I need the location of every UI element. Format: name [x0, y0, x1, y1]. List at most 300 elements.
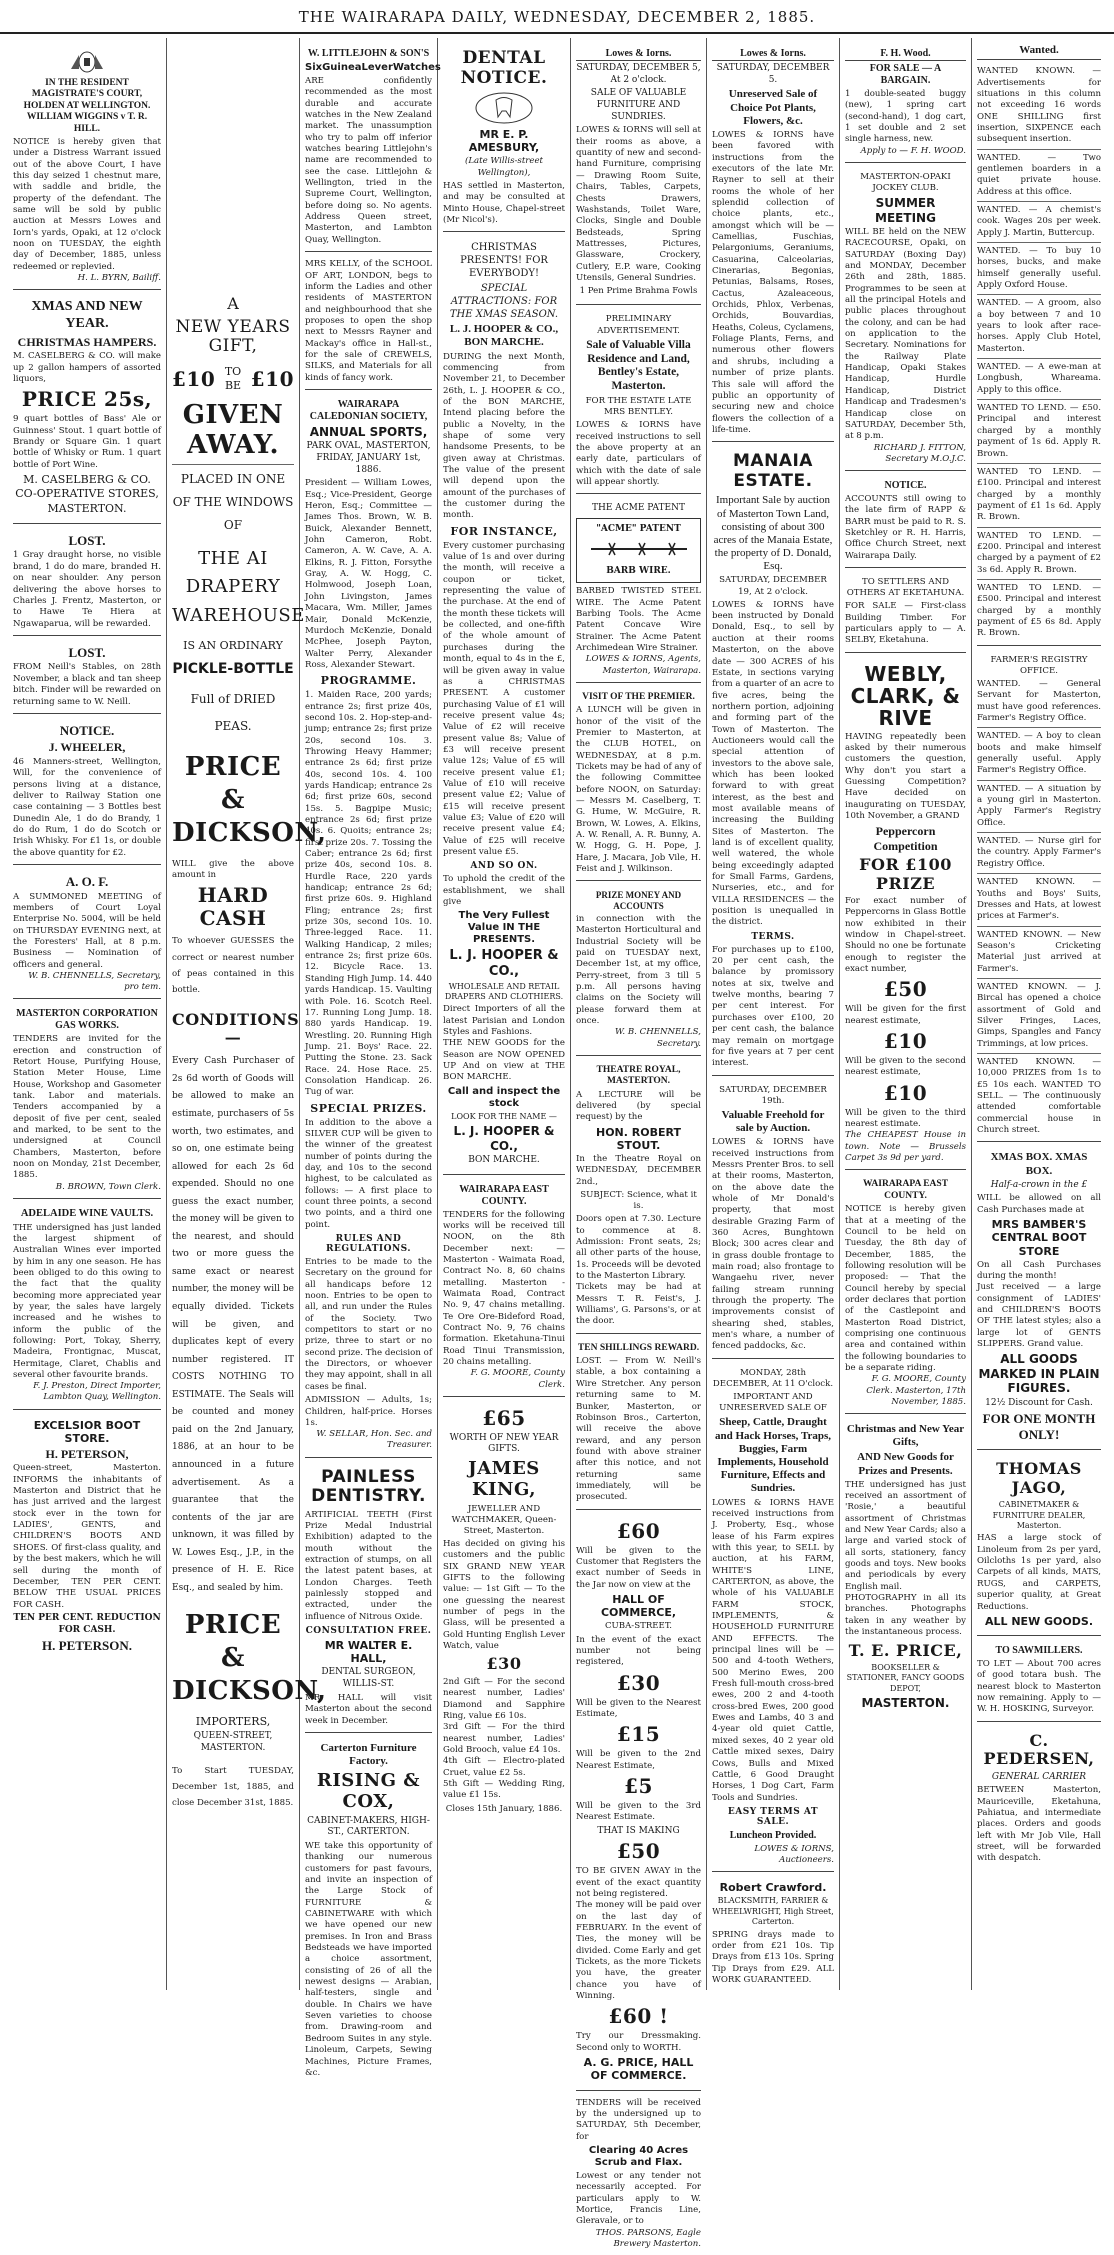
- jago-body: HAS a large stock of Linoleum from 2s per yard, Oilcloths 1s per yard, also Carpets of all kinds, MATS, RUGS, and CARPETS, superior quality, at Great Reductions.: [977, 1533, 1101, 1612]
- county-body: TENDERS for the following works will be received till NOON, on the 8th December next: — Masterton - Waimata Road, Contract No. 8, 60 chains metalling. Masterton - Waimata Road, Contract No. 9, 47 chains metalling. Te Ore Ore-Bideford Road, Contract No. 9, 76 chains formation. Eketahuna-Tinui Road Tinui Transmission, 20 chains metalling.: [443, 1209, 565, 1368]
- stout-lecture-ad: [576, 1059, 701, 1334]
- conditions-heading: CONDITIONS—: [172, 1009, 300, 1047]
- new-goods-heading: AND New Goods for Prizes and Presents.: [857, 1451, 954, 1477]
- theatre-royal: THEATRE ROYAL, MASTERTON.: [596, 1064, 681, 1087]
- wanted-item: WANTED TO LEND. — £100. Principal and interest charged by a monthly payment of £1 1s 6d. Apply R. Brown.: [977, 466, 1101, 523]
- consultation-free: CONSULTATION FREE.: [305, 1626, 432, 1637]
- king-worth: WORTH OF NEW YEAR GIFTS.: [449, 1432, 559, 1455]
- lecture-tickets: Tickets may be had at Messrs T. R. Feist's, J. Williams', G. Parsons's, or at the door.: [576, 1282, 701, 1327]
- stock-sale-ad: [712, 1362, 834, 1872]
- court-body: NOTICE is hereby given that under a Distress Warrant issued out of the above Court, I have this day seized 1 chestnut mare, with saddle and bridle, the property of the defendant. The same will be sold by public auction at Messrs Lowes and Iorn's yards, Opaki, at 12 o'clock noon on TUESDAY, the eighth day of December, 1885, unless redeemed or replevied.: [13, 136, 161, 272]
- uphold-text: To uphold the credit of the establishment, we shall give: [443, 874, 565, 908]
- bentley-heading: Sale of Valuable Villa Residence and Land, Bentley's Estate, Masterton.: [586, 338, 691, 393]
- registry-item: WANTED. — Nurse girl for the country. Apply Farmer's Registry Office.: [977, 836, 1101, 869]
- county-heading: WAIRARAPA EAST COUNTY.: [459, 1183, 549, 1207]
- guess-text: To whoever GUESSES the correct or nearest number of peas contained in this bottle.: [172, 936, 294, 996]
- wine-body: THE undersigned has just landed the largest shipment of Australian Wines ever imported by him in any one season. He has been obliged to do this owing to the fact that the quality becoming more appreciated year by year, the sales have largely increased and he wishes to inform the public of the following: Port, Tokay, Sherry, Madeira, Frontignac, Muscat, Hermitage, Claret, Chablis and several other favourite brands.: [13, 1222, 161, 1380]
- gift-to-be: TO BE: [224, 364, 242, 393]
- barb-wire-icon: [589, 538, 689, 560]
- accounts-heading: NOTICE.: [884, 479, 927, 491]
- one-month: FOR ONE MONTH ONLY!: [982, 1411, 1096, 1442]
- premier-body: A LUNCH will be given in honor of the visit of the Premier to Masterton, at the CLUB HOTEL, on WEDNESDAY, at 8 p.m. Tickets may be had of any of the following Committee before NOON, on Saturday: — Messrs M. Caselberg, T. G. Hume, W. McGuire, R. Brown, W. Lowes, A. Elkins, A. W. Renall, A. R. Bunny, A. W. Hogg, G. H. Pope, J. Hare, J. Macara, Job Vile, H. Feist and J. Wilkinson.: [576, 705, 701, 875]
- peppercorn: Peppercorn Competition: [873, 824, 938, 853]
- bentley-body: LOWES & IORNS have received instructions to sell the above property at an early date, particulars of which with the date of sale will appear shortly.: [576, 420, 701, 488]
- reward-heading: TEN SHILLINGS REWARD.: [577, 1342, 700, 1353]
- bargain-heading: FOR SALE — A BARGAIN.: [869, 63, 942, 86]
- summer-meeting: SUMMER MEETING: [875, 196, 936, 225]
- manaia-date: SATURDAY, DECEMBER 19, At 2 o'clock.: [719, 575, 827, 597]
- special-prizes-body: In addition to the above a SILVER CUP will be given to the winner of the greatest number of points during the day, and 10s to the second highest, to be calculated as follows: — A first place to count three points, a second two points, and a third one point.: [305, 1117, 432, 1230]
- easy-terms: EASY TERMS AT SALE.: [727, 1806, 819, 1827]
- column-7: [840, 38, 972, 1990]
- fitton-signature: RICHARD J. FITTON, Secretary M.O.J.C.: [873, 442, 966, 464]
- manaia-long: LOWES & IORNS have been instructed by Donald Donald, Esq., to sell by auction at their rooms Masterton, on the above date — 300 ACRES of his Estate, in sections varying from a quarter of an acre to five acres, being the northern portion, adjoining and forming part of the Town of Masterton. The Auctioneers would call the special attention of investors to the above sale, which has been looked forward to with great interest, as the best and most available means of increasing the Building Sites of Masterton. The land is of excellent quality, well watered, the whole being exceedingly adapted for Small Farms, Gardens, Nurseries, etc., and for VILLA RESIDENCES — the position is unequalled in the district.: [712, 599, 834, 928]
- wood-bargain-ad: [845, 42, 966, 163]
- dickson-name-2: DICKSON,: [172, 1676, 327, 1707]
- gift-intro: A: [227, 294, 239, 313]
- terms-body: For purchases up to £100, 20 per cent cash, the balance by promissory notes at six, twelve and twelve months, bearing 7 per cent interest. For purchases over £100, 20 per cent cash, the balance may remain on mortgage for five years at 7 per cent interest.: [712, 944, 834, 1069]
- price-amp-2: &: [221, 1643, 245, 1674]
- early-text: The money will be paid over on the last day of FEBRUARY. In the event of Ties, the money will be divided. Come Early and get Tickets, as the more Tickets you have, the greater chance you have of Winning.: [576, 1900, 701, 2002]
- wood-heading: F. H. Wood.: [845, 48, 966, 61]
- sawmillers-ad: [977, 1639, 1101, 1722]
- wanted-item: WANTED. — Two gentlemen boarders in a quiet private house. Address at this office.: [977, 152, 1101, 197]
- p60-repeat: £60 !: [608, 2004, 669, 2029]
- plants-body: LOWES & IORNS have been favored with instructions from the executors of the late Mr. Rayner to sell at their rooms the whole of her splendid collection of choice plants, etc., amongst which will be — Camellias, Fuschias, Pelargoniums, Geraniums, Casuarina, Calceolarias, Cinerarias, Begonias, Petunias, Balsams, Roses, Cactus, Azaleaceous, Orchids, Phlox, Verbenas, Orchids, Bouvardias, Heaths, Coleus, Cyclamens, Foliage Plants, Ferns, and numerous other flowers and shrubs, including a number of prize plants. This sale will afford the public an opportunity of securing new and choice flowers the collection of a life-time.: [712, 129, 834, 435]
- fullest-value: The Very Fullest Value IN THE PRESENTS.: [458, 910, 550, 946]
- for-instance: FOR INSTANCE,: [450, 524, 558, 538]
- acme-mark: "ACME" PATENT: [596, 524, 681, 535]
- column-2: [167, 38, 327, 1990]
- registry-heading: FARMER'S REGISTRY OFFICE.: [990, 654, 1088, 676]
- sports-secretary: W. SELLAR, Hon. Sec. and Treasurer.: [316, 1429, 432, 1451]
- price-name: PRICE: [184, 751, 282, 782]
- gift-title: NEW YEARS GIFT,: [175, 316, 291, 357]
- wanted-item: WANTED KNOWN. — Advertisements for situations in this column not exceeding 16 words ONE SHILLING first insertion, SIXPENCE each subsequent insertion.: [977, 66, 1101, 145]
- furniture-factory-ad: [305, 1736, 432, 2084]
- lost2-body: FROM Neill's Stables, on 28th November, a black and tan sheep bitch. Finder will be rewarded on returning same to W. Neill.: [13, 662, 161, 707]
- clearing-heading: Clearing 40 Acres Scrub and Flax.: [588, 2144, 689, 2168]
- dried-peas: Full of DRIED PEAS.: [190, 692, 276, 733]
- settlers-ad: [845, 571, 966, 653]
- dentistry-ad: [305, 1461, 432, 1733]
- money-body: in connection with the Masterton Horticultural and Industrial Society will be paid on TUESDAY next, December 1st, at my office, Perry-street, from 3 till 5 p.m. All persons having claims on the Society will please forward them at once.: [576, 913, 701, 1027]
- wheeler-notice: [13, 717, 161, 865]
- lost2-heading: LOST.: [68, 644, 106, 660]
- walter-hall-visit: MR HALL will visit Masterton about the second week in December.: [305, 1692, 432, 1726]
- premier-heading: VISIT OF THE PREMIER.: [582, 691, 695, 702]
- xmas-price: PRICE 25s,: [21, 387, 153, 412]
- king-closes: Closes 15th January, 1886.: [445, 1803, 563, 1814]
- gas-heading: MASTERTON CORPORATION GAS WORKS.: [16, 1008, 158, 1032]
- court-heading: IN THE RESIDENT MAGISTRATE'S COURT, HOLDEN AT WELLINGTON. WILLIAM WIGGINS v T. R. HILL.: [23, 78, 151, 134]
- pot-plants-ad: [712, 42, 834, 442]
- bamber-boot-ad: [977, 1145, 1101, 1450]
- column-3: [300, 38, 441, 2078]
- wine-signature: F. J. Preston, Direct Importer, Lambton Quay, Wellington.: [33, 1381, 161, 1403]
- littlejohn-body: ARE confidently recommended as the most durable and accurate watches in the New Zealand market. The unassumption who try to palm off inferior watches bearing Littlejohn's name are recommended to see the case. Littlejohn & Wellington, tried in the Supreme Court, Wellington, before doing so. No agents. Address Queen street, Masterton, and Lambton Quay, Wellington.: [305, 76, 432, 245]
- wheeler-body: 46 Manners-street, Wellington, Will, for the convenience of persons living at a distance, deliver to Railway Station one case containing — 3 Bottles best Dunedin Ale, 1 do do Brandy, 1 do do Rum, 1 do do Scotch or Irish Whisky. For £1 1s, or double the above quantity for £2.: [13, 756, 161, 858]
- cheapest-house: The CHEAPEST House in town. Note — Brussels Carpet 3s 9d per yard.: [845, 1130, 966, 1164]
- that-is-making: THAT IS MAKING: [597, 1825, 680, 1836]
- sawmillers-body: TO LET — About 700 acres of good totara bush. The nearest block to Masterton now remaining. Apply to — W. H. HOSKING, Surveyor.: [977, 1659, 1101, 1715]
- wine-heading: ADELAIDE WINE VAULTS.: [20, 1207, 154, 1219]
- bentley-sub: FOR THE ESTATE LATE MRS BENTLEY.: [585, 395, 692, 418]
- queen-street: QUEEN-STREET, MASTERTON.: [193, 1731, 273, 1753]
- crawford-body: SPRING drays made to order from £21 10s. Tip Drays from £13 10s. Spring Tip Drays from £29. ALL WORK GUARANTEED.: [712, 1929, 834, 1985]
- wanted-heading: Wanted.: [977, 44, 1101, 60]
- kelly-body: MRS KELLY, of the SCHOOL OF ART, LONDON, begs to inform the Ladies and other residents of MASTERTON and neighbourhood that she proposes to open the shop next to Messrs Rayner and Mackay's office in Hall-st., for the sale of CREWELS, SILKS, and Materials for all kinds of fancy work.: [305, 259, 432, 383]
- king-gift1: £30: [486, 1654, 522, 1674]
- registry-item: WANTED KNOWN. — Youths and Boys' Suits, Dresses and Hats, at lowest prices at Farmer's.: [977, 877, 1101, 922]
- boot-store-ad: [13, 1413, 161, 1661]
- te-price-town: MASTERTON.: [861, 1696, 950, 1711]
- lost1-heading: LOST.: [68, 532, 106, 548]
- christmas-presents: CHRISTMAS PRESENTS! FOR EVERYBODY!: [460, 242, 548, 280]
- walter-hall-sub: DENTAL SURGEON, WILLIS-ST.: [321, 1667, 416, 1690]
- hall-of-commerce-ad: [576, 1513, 701, 2091]
- registry-item: WANTED KNOWN. — 10,000 PRIZES from 1s to £5 10s each. WANTED TO SELL. — The continuously attended comfortable commercial house in Church street.: [977, 1056, 1101, 1136]
- king-total: £65: [482, 1405, 526, 1430]
- pedersen-sub: GENERAL CARRIER: [991, 1771, 1087, 1782]
- column-5: [571, 38, 707, 2249]
- wanted-item: WANTED. — A chemist's cook. Wages 20s per week. Apply J. Martin, Buttercup.: [977, 204, 1101, 238]
- jago-ad: [977, 1453, 1101, 1636]
- sports-title: ANNUAL SPORTS,: [309, 424, 428, 439]
- hooper-sub: WHOLESALE AND RETAIL DRAPERS AND CLOTHIERS.: [444, 981, 564, 1001]
- king-gift3: 3rd Gift — For the third nearest number, Ladies' Gold Brooch, value £4 10s.: [443, 1722, 565, 1755]
- gift-amount-row: [172, 363, 294, 396]
- hooper-name-2: L. J. HOOPER & CO.,: [449, 948, 559, 979]
- court-signature: H. L. BYRN, Bailiff.: [77, 273, 161, 284]
- wheeler-name: J. WHEELER,: [48, 740, 126, 755]
- sheep-body: LOWES & IORNS HAVE received instructions from J. Proberty, Esq., whose lease of his Farm expires with this year, to SELL by auction, at his FARM, WHITE'S LINE, CARTERTON, as above, the whole of his VALUABLE FARM STOCK, IMPLEMENTS, & HOUSEHOLD FURNITURE AND EFFECTS. The principal lines will be — 500 and 4-tooth Wethers, 500 Merino Ewes, 200 Fresh full-mouth cross-bred ewes, 200 2 and 4-tooth cross-bred Ewes, 200 good Ewes and Lambs, 40 3 and 4-year old quiet Cattle, mixed sexes, 40 2 year old Cattle mixed sexes, Dairy Cows, Bulls and Mixed Cattle, 6 Good Draught Horses, 1 Dog Cart, Farm Tools and Sundries.: [712, 1497, 834, 1803]
- divider: [172, 464, 294, 465]
- p30-text: Will be given to the Nearest Estimate,: [576, 1697, 701, 1719]
- registry-item: WANTED. — A situation by a young girl in Masterton. Apply Farmer's Registry Office.: [977, 783, 1101, 828]
- settlers-body: FOR SALE — First-class Building Timber. For particulars apply to — A. SELBY, Eketahuna.: [845, 601, 966, 646]
- placed-text: PLACED IN ONE OF THE WINDOWS OF: [172, 472, 294, 532]
- new-goods-body: THE undersigned has just received an assortment of 'Rosie,' a beautiful assortment of Christmas and New Year Cards; also a large and varied stock of all sorts, stationery, fancy goods and toys. New books and periodicals by every English mail.: [845, 1479, 966, 1592]
- crawford-name: Robert Crawford.: [719, 1881, 827, 1895]
- aof-notice: [13, 868, 161, 999]
- east-county-signature: F. G. MOORE, County Clerk. Masterton, 17th November, 1885.: [866, 1374, 966, 1407]
- p5-text: Will be given to the 3rd Nearest Estimate.: [576, 1800, 701, 1823]
- programme-heading: PROGRAMME.: [320, 674, 417, 688]
- bargain-apply: Apply to — F. H. WOOD.: [860, 145, 966, 156]
- caledonian-sports-ad: [305, 393, 432, 1458]
- instance-body: Every customer purchasing value of 1s and over during the month, will receive a coupon or ticket, representing the value of the purchase. At the end of the month these tickets will be collected, and one-fifth of the whole amount of purchases during the month, equal to 4s in the £, will be given away in value as a CHRISTMAS PRESENT. A customer purchasing Value of £1 will receive present value 4s; Value of £2 will receive present value 8s; Value of £3 will receive present value 12s; Value of £5 will receive present value £1; Value of £10 will receive present value £2; Value of £15 will receive present value £3; Value of £20 will receive present value £4; Value of £25 will receive present value £5.: [443, 540, 565, 857]
- tooth-icon: [443, 91, 565, 125]
- p50-text: TO BE GIVEN AWAY in the event of the exact quantity not being registered.: [576, 1866, 701, 1899]
- xmas-items: 9 quart bottles of Bass' Ale or Guinness' Stout. 1 quart bottle of Brandy or Square Gin. 1 quart bottle of Whisky or Rum. 1 quart bottle of Port Wine.: [13, 414, 161, 470]
- hooper-name: L. J. HOOPER & CO., BON MARCHE.: [449, 323, 559, 349]
- king-gift4: 4th Gift — Electro-plated Cruet, value £2 5s.: [443, 1756, 565, 1778]
- sports-place: PARK OVAL, MASTERTON, FRIDAY, JANUARY 1st, 1886.: [306, 441, 431, 475]
- p15-text: Will be given to the 2nd Nearest Estimate,: [576, 1749, 701, 1771]
- cuba-street: CUBA-STREET.: [604, 1621, 673, 1632]
- newspaper-columns: [8, 38, 1106, 2249]
- king-gift5: 5th Gift — Wedding Ring, value £1 15s.: [443, 1778, 565, 1801]
- hooper-name-3: L. J. HOOPER & CO.,: [453, 1124, 555, 1153]
- p5: £5: [624, 1773, 653, 1798]
- terms-heading: TERMS.: [751, 931, 795, 942]
- look-for-name: LOOK FOR THE NAME —: [451, 1111, 557, 1121]
- registry-item: WANTED KNOWN. — J. Bircal has opened a choice assortment of Gold and Silver Fringes, Laces, Gimps, Spangles and Fancy Trimmings, at low prices.: [977, 981, 1101, 1049]
- pickle-bottle: PICKLE-BOTTLE: [172, 661, 294, 678]
- pedersen-name: C. PEDERSEN,: [983, 1730, 1095, 1769]
- bentley-estate-ad: [576, 308, 701, 494]
- dental-notice-heading: DENTAL NOTICE.: [460, 48, 548, 88]
- pepper-p10-text: Will be given to the second nearest estimate,: [845, 1056, 966, 1078]
- newspaper-title: THE WAIRARAPA DAILY, WEDNESDAY, DECEMBER 2, 1885.: [298, 8, 816, 26]
- pepper-p10b-text: Will be given to the third nearest estimate.: [845, 1107, 966, 1130]
- price-amp: &: [221, 784, 245, 815]
- amesbury-name: MR E. P. AMESBURY,: [468, 128, 540, 155]
- boot-reduction: TEN PER CENT. REDUCTION FOR CASH.: [13, 1612, 161, 1635]
- gas-works-tender: [13, 1002, 161, 1199]
- east-county-heading: WAIRARAPA EAST COUNTY.: [862, 1179, 949, 1201]
- king-body: Has decided on giving his customers and the public SIX GRAND NEW YEAR GIFTS to the following value: — 1st Gift — To the one guessing the nearest number of pegs in the Glass, will be presented a Gold Hunting English Lever Watch, value: [443, 1539, 565, 1652]
- wanted-item: WANTED TO LEND. — £500. Principal and interest charged by a monthly payment of £5 6s 8d. Apply R. Brown.: [977, 582, 1101, 639]
- premier-visit-ad: [576, 686, 701, 882]
- james-king-ad: [443, 1400, 565, 1822]
- wanted-item: WANTED TO LEND. — £50. Principal and interest charged by a monthly payment of 1s 6d. Apply R. Brown.: [977, 403, 1101, 459]
- littlejohn-name: W. LITTLEJOHN & SON'S: [307, 48, 430, 59]
- column-2-spacer: [172, 42, 294, 292]
- rules-heading: RULES AND REGULATIONS.: [326, 1234, 411, 1255]
- p60-text: Will be given to the Customer that Registers the exact number of Seeds in the Jar now on view at the: [576, 1545, 701, 1590]
- wanted-item: WANTED. — A groom, also a boy between 7 and 10 years to look after race-horses. Apply Club Hotel, Masterton.: [977, 298, 1101, 354]
- jago-name: THOMAS JAGO,: [996, 1459, 1082, 1497]
- lowes-heading-2: Lowes & Iorns.: [712, 48, 834, 61]
- amesbury-sub: (Late Willis-street Wellington),: [464, 156, 544, 178]
- painless-dentistry: PAINLESS DENTISTRY.: [311, 1466, 426, 1507]
- p50: £50: [616, 1839, 661, 1864]
- column-6: [707, 38, 840, 1990]
- wanted-item: WANTED. — A ewe-man at Longbush, Whareama. Apply to this office.: [977, 362, 1101, 395]
- prize-money-ad: [576, 884, 701, 1055]
- unreserved-text: IMPORTANT AND UNRESERVED SALE OF: [719, 1392, 827, 1414]
- amesbury-body: HAS settled in Masterton, and may be consulted at Minto House, Chapel-street (Mr Nicol's).: [443, 180, 565, 225]
- rising-cox-body: WE take this opportunity of thanking our numerous customers for past favours, and invite an inspection of the Large Stock of FURNITURE & CABINETWARE with which we have opened our new premises. In Iron and Brass Bedsteads we have imported a choice assortment, consisting of 26 of all the newest designs — Arabian, half-testers, single and double. In Chairs we have Seven varieties to choose from. Drawing-room and Bedroom Suites in any style. Linoleum, Carpets, Sewing Machines, Picture Frames, &c.: [305, 1840, 432, 2078]
- webly-clark-ad: [845, 656, 966, 1171]
- manaia-estate-ad: [712, 445, 834, 1075]
- stock-date: MONDAY, 28th DECEMBER, At 11 O'clock.: [712, 1367, 834, 1389]
- sports-patrons: President — William Lowes, Esq.; Vice-President, George Heron, Esq.; Committee — James Thos. Brown, W. B. Buick, Alexander Bennett, John Cameron, Robt. Cameron, A. W. Cave, A. A. Elkins, R. J. Fitton, Forsythe Gray, A. W. Hogg, C. Holmwood, Joseph Loan, John Livingston, James Macara, Wm. Miller, James Mair, Donald McKenzie, Murdoch McKenzie, Donald McPhee, Joseph Payton, Walter Perry, Alexander Ross, Alexander Stewart.: [305, 478, 432, 670]
- freehold-body: LOWES & IORNS have received instructions from Messrs Prenter Bros. to sell at their rooms, Masterton, on the above date the whole of Mr Donald's property, that most desirable Grazing Farm of 360 Acres, Bunghtown Block; 300 acres clear and in grass double frontage to main road; also frontage to Wangaehu river, never failing stream running through the property. The improvements consist of shearing shed, stables, men's whare, a number of fenced paddocks, &c.: [712, 1137, 834, 1352]
- lecture-subject: SUBJECT: Science, what it is.: [580, 1189, 697, 1212]
- and-so-on: AND SO ON.: [470, 861, 538, 872]
- james-king: JAMES KING,: [468, 1458, 540, 1500]
- for-100-prize: FOR £100 PRIZE: [859, 855, 952, 893]
- barb-wire: BARB WIRE.: [606, 565, 671, 576]
- pepper-p50-text: Will be given for the first nearest estimate,: [845, 1004, 966, 1026]
- crawford-sub: BLACKSMITH, FARRIER & WHEELWRIGHT, High Street, Carterton.: [712, 1896, 834, 1927]
- notice-heading: NOTICE.: [59, 722, 115, 738]
- pepper-p10: £10: [883, 1029, 928, 1054]
- lecture-doors: Doors open at 7.30. Lecture to commence at 8. Admission: Front seats, 2s; all other parts of the house, 1s. Proceeds will be devoted to the Masterton Library.: [576, 1214, 701, 1282]
- littlejohn-title: SixGuineaLeverWatches: [305, 62, 441, 73]
- sports-org: WAIRARAPA CALEDONIAN SOCIETY,: [309, 398, 428, 422]
- programme-body: 1. Maiden Race, 200 yards; entrance 2s; first prize 40s, second 10s. 2. Hop-step-and-jump; entrance 2s; first prize 20s, second 10s. 3. Throwing Heavy Hammer; entrance 2s 6d; first prize 40s, second 10s. 4. 100 yards Handicap; entrance 2s 6d; first prize 60s, second 15s. 5. Bagpipe Music; entrance 2s 6d; first prize 40s. 6. Quoits; entrance 2s; first prize 20s. 7. Tossing the Caber; entrance 2s 6d; first prize 40s, second 10s. 8. Hurdle Race, 220 yards handicap; entrance 2s 6d; first prize 60s. 9. Highland Fling; entrance 2s; first prize 30s, second 10s. 10. Three-legged Race. 11. Walking Handicap, 2 miles; entrance 2s; first prize 60s. 12. Bicycle Race. 13. Standing High Jump. 14. 440 yards Handicap. 15. Vaulting with Pole. 16. Scotch Reel. 17. Running Long Jump. 18. 880 yards Handicap. 19. Wrestling. 20. Running High Jump. 21. Boys' Race. 22. Putting the Stone. 23. Sack Race. 24. Hose Race. 25. Consolation Handicap. 26. Tug of war.: [305, 690, 432, 1098]
- wanted-list: [977, 62, 1101, 645]
- accounts-notice: [845, 474, 966, 568]
- column-1: [8, 38, 167, 1990]
- stout-body: In the Theatre Royal on WEDNESDAY, DECEMBER 2nd.,: [576, 1153, 701, 1187]
- gas-body: TENDERS are invited for the erection and construction of Retort House, Purifying House, Station Meter House, Lime House, Workshop and Gasometer tank. Labor and materials. Tenders accompanied by a deposit of five per cent, sealed and marked, to be sent to the undersigned at Council Chambers, Masterton, before noon on Monday, 21st December, 1885.: [13, 1034, 161, 1181]
- column-4: [438, 38, 571, 1990]
- special-attractions: SPECIAL ATTRACTIONS: FOR THE XMAS SEASON.: [449, 283, 559, 321]
- stock-signature: LOWES & IORNS, Auctioneers.: [754, 1843, 834, 1866]
- furniture-sale-ad: [576, 42, 701, 305]
- special-prizes-heading: SPECIAL PRIZES.: [310, 1101, 427, 1115]
- column-8: [972, 38, 1106, 1990]
- registry-item: WANTED. — A boy to clean boots and make himself generally useful. Apply Farmer's Registry Office.: [977, 731, 1101, 776]
- conditions-body: Every Cash Purchaser of 2s 6d worth of Goods will be allowed to make an estimate, purchasers of 5s worth, two estimates, and so on, one estimate being allowed for each 2s 6d expended. Should no one guess the exact number, the money will be given to the nearest, and should two or more guess the same exact or nearest number, the money will be equally divided. Tickets will be given, and duplicates kept of every number registered. IT COSTS NOTHING TO ESTIMATE. The Seals will be counted and money paid on the 2nd January, 1886, at an hour to be announced in a future advertisement. As a guarantee that the contents of the jar are unknown, it was filled by W. Lowes Esq., J.P., in the presence of H. E. Rice Esq., and sealed by him.: [172, 1056, 294, 1593]
- registry-item: WANTED. — General Servant for Masterton, must have good references. Farmer's Registry Office.: [977, 679, 1101, 724]
- acme-signature: LOWES & IORNS, Agents, Masterton, Wairarapa.: [585, 654, 701, 676]
- ordinary-text: IS AN ORDINARY: [183, 639, 283, 653]
- boot-heading: EXCELSIOR BOOT STORE.: [33, 1418, 141, 1445]
- dressmaking: Try our Dressmaking. Second only to WORTH.: [576, 2031, 701, 2053]
- manaia-heading: MANAIA ESTATE.: [733, 451, 813, 491]
- lowes-heading: Lowes & Iorns.: [576, 48, 701, 61]
- aof-signature: W. B. CHENNELLS, Secretary, pro tem.: [28, 970, 161, 993]
- plants-heading: Unreserved Sale of Choice Pot Plants, Flowers, &c.: [728, 88, 818, 127]
- gas-signature: B. BROWN, Town Clerk.: [55, 1181, 161, 1192]
- xmas-subheading: CHRISTMAS HAMPERS.: [17, 334, 157, 349]
- hall-of-commerce: HALL OF COMMERCE,: [600, 1592, 677, 1620]
- webly-clark-rive: WEBLY, CLARK, & RIVE: [850, 661, 961, 730]
- dental-notice-ad: [443, 42, 565, 232]
- xmas-body: M. CASELBERG & CO. will make up 2 gallon hampers of assorted liquors,: [13, 351, 161, 384]
- freehold-heading: Valuable Freehold for sale by Auction.: [721, 1108, 825, 1135]
- photography: PHOTOGRAPHY in all its branches. Photographs taken in any weather by the instantaneous process.: [845, 1593, 966, 1638]
- pepper-p50: £50: [883, 977, 928, 1002]
- accounts-body: ACCOUNTS still owing to the late firm of RAPP & BARR must be paid to R. S. Sketchley or R. H. Harris, Office Church Street, next Wairarapa Daily.: [845, 493, 966, 561]
- competition-dates: To Start TUESDAY, December 1st, 1885, and close December 31st, 1885.: [172, 1765, 294, 1809]
- plain-figures: ALL GOODS MARKED IN PLAIN FIGURES.: [978, 1352, 1100, 1396]
- jockey-club-ad: [845, 166, 966, 471]
- county-signature: F. G. MOORE, County Clerk.: [470, 1368, 565, 1390]
- sale-heading: SALE OF VALUABLE FURNITURE AND SUNDRIES.: [590, 88, 687, 122]
- rules-body: Entries to be made to the Secretary on the ground for all handicaps before 12 noon. Entries to be open to all, and run under the Rules of the Society. Two competitors to start or no prize, three to start or no second prize. The decision of the Directors, or whoever they may appoint, shall in all cases be final.: [305, 1257, 432, 1392]
- p30: £30: [616, 1670, 661, 1695]
- money-signature: W. B. CHENNELLS, Secretary.: [615, 1027, 701, 1049]
- freehold-date: SATURDAY, DECEMBER 19th.: [719, 1084, 827, 1106]
- call-inspect: Call and inspect the stock: [447, 1085, 561, 1109]
- brahma-fowls: 1 Pen Prime Brahma Fowls: [579, 286, 698, 297]
- bargain-body: 1 double-seated buggy (new), 1 spring cart (second-hand), 1 dog cart, 1 set double and 2 set single harness, new.: [845, 89, 966, 145]
- aof-body: A SUMMONED MEETING of members of Court Loyal Enterprise No. 5004, will be held on THURSDAY EVENING next, at the Foresters' Hall, at 8 p.m. Business — Nomination of officers and general.: [13, 891, 161, 970]
- miss-text: In the event of the exact number not being registered,: [576, 1634, 701, 1668]
- ag-price: A. G. PRICE, HALL OF COMMERCE.: [583, 2056, 694, 2083]
- money-heading: PRIZE MONEY AND ACCOUNTS: [595, 890, 682, 912]
- jago-sub: CABINETMAKER & FURNITURE DEALER, Masterton.: [992, 1500, 1086, 1531]
- just-received: Just received — a large consignment of LADIES' and CHILDREN'S BOOTS OF THE latest styles; also a large lot of GENTS SLIPPERS. Grand value.: [977, 1282, 1101, 1350]
- parsons-signature: THOS. PARSONS, Eagle Brewery Masterton.: [595, 2227, 701, 2249]
- webly-body: HAVING repeatedly been asked by their numerous customers the question, Why don't you start a Guessing Competition? Have decided on inaugurating on TUESDAY, 10th November, a GRAND: [845, 731, 966, 822]
- king-sub: JEWELLER AND WATCHMAKER, Queen-Street, Masterton.: [451, 1503, 557, 1536]
- lost1-body: 1 Gray draught horse, no visible brand, 1 do do mare, branded H. on near shoulder. Any person delivering the above horses to Charles J. Frentz, Masterton, or to Hawe Te Hiera at Ngawaparua, will be rewarded.: [13, 550, 161, 629]
- clearing-tender-ad: [576, 2094, 701, 2255]
- will-give: WILL give the above amount in: [172, 858, 294, 880]
- price-name-2: PRICE: [184, 1610, 282, 1641]
- pepper-p10b: £10: [883, 1080, 928, 1105]
- pepper-body: For exact number of Peppercorns in Glass Bottle now exhibited in their window in Chapel-street. Should no one be fortunate enough to register the exact number,: [845, 895, 966, 975]
- coat-of-arms-icon: [13, 49, 161, 75]
- lost-horses-ad: [13, 527, 161, 636]
- reward-body: LOST. — From W. Neill's stable, a box containing a Wire Stretcher. Any person returning same to M. Bunker, Masterton, or Robinson Bros., Carterton, will receive the above reward, and any person found with above strainer after this notice, and not returning same immediately, will be prosecuted.: [576, 1356, 701, 1503]
- registry-item: WANTED KNOWN. — New Season's Cricketing Material just arrived at Farmer's.: [977, 929, 1101, 974]
- all-new-goods: ALL NEW GOODS.: [984, 1614, 1093, 1628]
- tenders-body: TENDERS will be received by the undersigned up to SATURDAY, 5th December, for: [576, 2097, 701, 2142]
- kelly-ad: [305, 255, 432, 390]
- walter-hall: MR WALTER E. HALL,: [324, 1639, 413, 1666]
- sale-body: LOWES & IORNS will sell at their rooms as above, a quantity of new and second-hand Furniture, comprising — Drawing Room Suite, Chairs, Tables, Carpets, Chests Drawers, Washstands, Toilet Ware, Clocks, Single and Double Bedsteads, Spring Mattresses, Pictures, Glassware, Crockery, Cutlery, E.P. ware, Cooking Utensils, General Sundries.: [576, 125, 701, 283]
- hooper-body: DURING the next Month, commencing from November 21, to December 26th, L. J. HOOPER & CO., of the BON MARCHE, Intend placing before the public a Novelty, in the shape of some very handsome Presents, to be given away at Christmas. The value of the present will depend upon the amount of the purchases of the customer during the month.: [443, 351, 565, 521]
- boot-name: H. PETERSON,: [45, 1447, 129, 1462]
- bamber-store: MRS BAMBER'S CENTRAL BOOT STORE: [991, 1218, 1087, 1258]
- wanted-item: WANTED. — To buy 10 horses, bucks, and make himself generally useful. Apply Oxford House.: [977, 246, 1101, 291]
- wine-vaults-ad: [13, 1202, 161, 1410]
- p15: £15: [616, 1722, 661, 1747]
- given-away: GIVEN AWAY.: [182, 400, 284, 461]
- admission: ADMISSION — Adults, 1s; Children, half-price. Horses 1s.: [305, 1395, 432, 1428]
- acme-trademark: [576, 518, 701, 583]
- gift-amount-left: £10: [172, 366, 216, 391]
- bon-marche: BON MARCHE.: [468, 1154, 540, 1165]
- settlers-heading: TO SETTLERS AND OTHERS AT EKETAHUNA.: [846, 576, 965, 599]
- east-county-body: NOTICE is hereby given that at a meeting of the Council to be held on Tuesday, the 8th day of December, 1885, the following resolution will be proposed: — That the Council hereby by special order declares that portion of the Castlepoint and Masterton Road District, comprising one continuous area and contained within the following boundaries to be a separate riding.: [845, 1204, 966, 1374]
- luncheon: Luncheon Provided.: [729, 1829, 817, 1841]
- boot-body: Queen-street, Masterton. INFORMS the inhabitants of Masterton and District that he has just arrived and the largest stock ever in the town for LADIES', GENTS, and CHILDREN'S BOOTS AND SHOES. Of first-class quality, and by the best makers, which he will sell during the month of December, TEN PER CENT. BELOW THE USUAL PRICES FOR CASH.: [13, 1463, 161, 1610]
- ai-drapery: THE AI DRAPERY WAREHOUSE: [172, 547, 305, 627]
- king-gift2: 2nd Gift — For the second nearest number, Ladies' Diamond and Sapphire Ring, value £6 10s.: [443, 1676, 565, 1721]
- summer-body: WILL BE held on the NEW RACECOURSE, Opaki, on SATURDAY (Boxing Day) and MONDAY, December 26th and 28th, 1885. Programmes to be seen at all the principal Hotels and public places throughout the colony, and can be had on application to the Secretary. Nominations for the Railway Plate Handicap, Opaki Stakes Handicap, Hurdle Handicap, District Handicap and Tradesmen's Handicap close on SATURDAY, December 5th, at 8 p.m.: [845, 227, 966, 442]
- east-county-ad: [845, 1173, 966, 1413]
- acme-heading: THE ACME PATENT: [591, 503, 685, 514]
- wanted-item: WANTED TO LEND. — £200. Principal and interest charged by a payment of £2 3s 6d. Apply R. Brown.: [977, 530, 1101, 575]
- lecture-text: A LECTURE will be delivered (by special request) by the: [576, 1089, 701, 1123]
- cash-purchases: On all Cash Purchases during the month!: [977, 1259, 1101, 1282]
- importers: IMPORTERS,: [195, 1715, 271, 1728]
- lost-dog-ad: [13, 639, 161, 714]
- boot-signature: H. PETERSON.: [42, 1638, 132, 1654]
- half-crown: Half-a-crown in the £: [990, 1179, 1088, 1190]
- te-price: T. E. PRICE,: [848, 1640, 963, 1660]
- gift-amount-right: £10: [250, 366, 294, 391]
- xmas-box: XMAS BOX. XMAS BOX.: [990, 1151, 1088, 1177]
- direct-importers: Direct Importers of all the latest Parisian and London Styles and Fashions.: [443, 1004, 565, 1038]
- furniture-heading: Carterton Furniture Factory.: [320, 1741, 417, 1768]
- masthead: [0, 0, 1114, 34]
- aof-heading: A. O. F.: [65, 873, 109, 889]
- sawmillers-heading: TO SAWMILLERS.: [995, 1645, 1083, 1657]
- manaia-body: Important Sale by auction of Masterton Town Land, consisting of about 300 acres of the Manaia Estate, the property of D. Donald, Esq.: [713, 494, 833, 573]
- xmas-hampers-ad: [13, 293, 161, 524]
- pedersen-body: BETWEEN Masterton, Mauriceville, Eketahuna, Pahiatua, and intermediate places. Orders and goods left with Mr Job Vile, Hall street, will be forwarded with despatch.: [977, 1785, 1101, 1864]
- pedersen-ad: [977, 1725, 1101, 1870]
- rising-cox-sub: CABINET-MAKERS, HIGH-ST., CARTERTON.: [307, 1815, 430, 1838]
- reward-ad: [576, 1337, 701, 1510]
- dickson-name: DICKSON,: [172, 817, 327, 848]
- sale-date: SATURDAY, DECEMBER 5, At 2 o'clock.: [576, 63, 701, 85]
- gifts-heading: Christmas and New Year Gifts,: [846, 1422, 965, 1449]
- tepprice-ad: [845, 1417, 966, 1718]
- jockey-heading: MASTERTON-OPAKI JOCKEY CLUB.: [860, 171, 951, 194]
